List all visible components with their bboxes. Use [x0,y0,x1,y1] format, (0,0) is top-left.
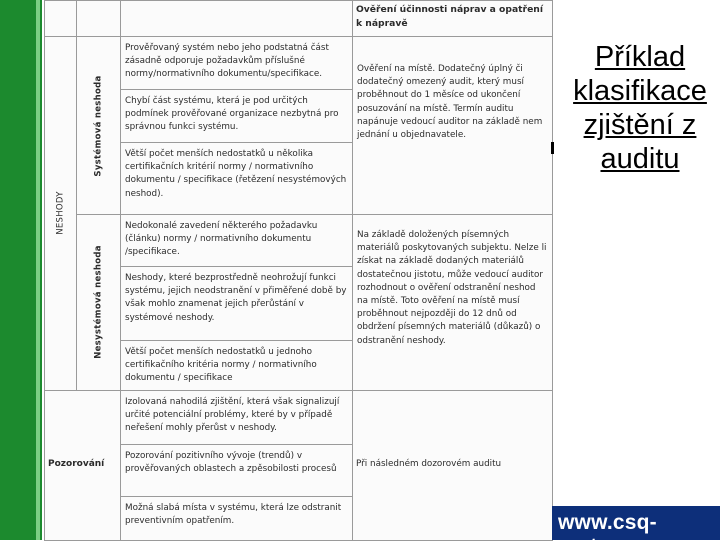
systemic-desc-3: Větší počet menších nedostatků u několika certifikačních kritérií normy / normativního dokumentu / specifikace (řetězení nesystémových neshod). [121,142,352,205]
nonsystemic-desc-3: Větší počet menších nedostatků u jednoho certifikačního kritéria normy / normativního dokumentu / specifikace [121,340,352,390]
scanned-document [44,0,552,540]
observation-label-cell: Pozorování [45,390,121,540]
nonsystemic-desc-1: Nedokonalé zavedení některého požadavku (článku) normy / normativního dokumentu /specifikace. [125,221,318,258]
observation-desc-2: Pozorování pozitivního vývoje (trendů) v prověřovaných oblastech a zpěsobilosti procesů [121,444,352,496]
header-empty-cell-3 [121,1,353,37]
systemic-verification-cell: Ověření na místě. Dodatečný úplný či dodatečný omezený audit, který musí proběhnout do 1 měsíce od ukončení posuzování na místě. Termín auditu napánuje vedoucí auditor na základě nem jednání u objednavatele. [353,37,553,215]
observation-verification-cell: Při následném dozorovém auditu [353,390,553,540]
nonconformity-group-label: NESHODY [55,191,66,236]
nonsystemic-nonconformity-label: Nesystémová neshoda [93,245,104,360]
green-bar-highlight [36,0,40,540]
slide-title: Příklad klasifikace zjištění z auditu [573,41,707,175]
systemic-label-cell [77,37,121,215]
footer-url: www.csq-cert.cz [558,511,657,558]
systemic-row [45,37,553,215]
systemic-description-cell [121,37,353,215]
edge-tick-mark [551,142,554,154]
observation-desc-1: Izolovaná nahodilá zjištění, která však signalizují určité potenciální problémy, které by v případě neřešení mohly přerůst v neshody. [125,396,340,433]
systemic-desc-2: Chybí část systému, která je pod určitých podmínek prověřované organizace nezbytná pro správnou funkci systému. [121,89,352,142]
verification-column-header: Ověření účinnosti náprav a opatření k nápravě [353,1,553,37]
nonsystemic-desc-2: Neshody, které bezprostředně neohrožují funkci systému, jejich neodstranění v přiměřené době by však mohlo znamenat jejich přerůstání v systémové neshody. [121,266,352,340]
nonsystemic-row [45,215,553,391]
header-row [45,1,553,37]
systemic-desc-1: Prověřovaný systém nebo jeho podstatná část zásadně odporuje požadavkům příslušné normy/normativního dokumentu/specifikace. [125,43,329,80]
nonsystemic-description-cell [121,215,353,391]
group-label-cell [45,37,77,391]
header-empty-cell-2 [77,1,121,37]
observation-row [45,390,553,540]
classification-table [44,0,553,541]
nonsystemic-label-cell [77,215,121,391]
observation-desc-3: Možná slabá místa v systému, která lze odstranit preventivním opatřením. [121,496,352,532]
nonsystemic-verification-cell: Na základě doložených písemných materiálů poskytovaných subjektu. Nelze li získat na základě dodaných materiálů dostatečnou jistotu, může vedoucí auditor rozhodnout o ověření odstranění neshod na místě. Toto ověření na místě musí proběhnout nejpozději do 12 dnů od obdržení písemných materiálů (důkazů) o odstranění neshody. [353,215,553,391]
observation-description-cell [121,390,353,540]
left-green-bar [0,0,42,540]
footer-banner [552,506,720,558]
header-empty-cell-1 [45,1,77,37]
systemic-nonconformity-label: Systémová neshoda [93,74,104,177]
